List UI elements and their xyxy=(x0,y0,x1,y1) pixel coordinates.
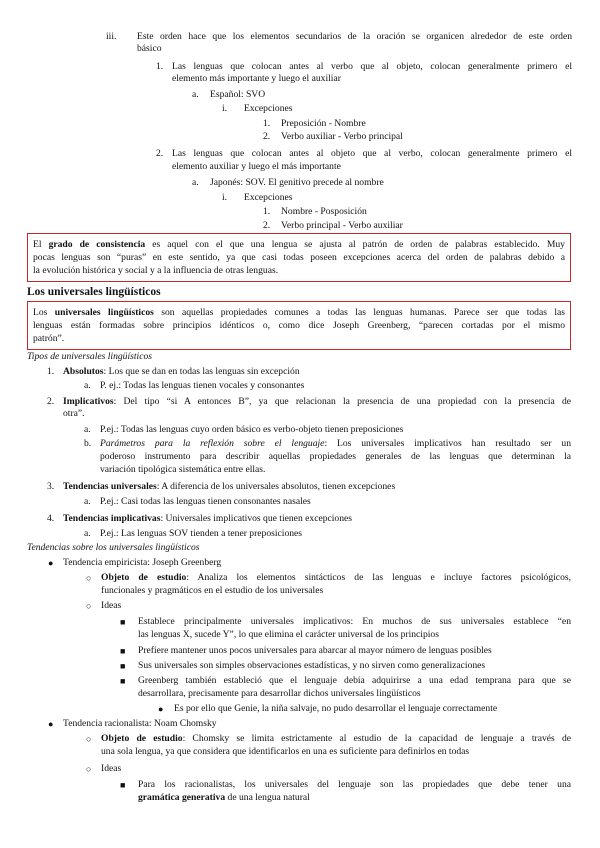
list-item: gramática generativa de una lengua natural xyxy=(138,792,310,803)
bullet-icon: ● xyxy=(48,558,54,568)
list-item: P.ej.: Todas las lenguas cuyo orden básico es verbo-objeto tienen preposiciones xyxy=(100,424,404,435)
list-marker: 1. xyxy=(263,118,271,129)
list-item: Nombre - Posposición xyxy=(281,206,367,217)
bullet-icon: ● xyxy=(48,719,54,729)
paragraph-line: Las lenguas que colocan antes al verbo que al objeto, colocan generalmente primero el xyxy=(172,61,572,72)
list-item: Ideas xyxy=(101,763,122,774)
list-item: Ideas xyxy=(101,600,122,611)
list-item: Excepciones xyxy=(244,103,293,114)
list-item: Es por ello que Genie, la niña salvaje, no pudo desarrollar el lenguaje correctamente xyxy=(174,703,498,714)
list-item: Tendencias implicativas: Universales implicativos que tienen excepciones xyxy=(63,513,353,524)
hollow-bullet-icon: ○ xyxy=(86,573,92,583)
list-item: Sus universales son simples observaciones estadísticas, y no sirven como generalizaciones xyxy=(138,660,486,671)
list-item: Excepciones xyxy=(244,192,293,203)
hollow-bullet-icon: ○ xyxy=(86,734,92,744)
list-marker: b. xyxy=(84,438,92,449)
list-item: Absolutos: Los que se dan en todas las lenguas sin excepción xyxy=(63,366,300,377)
list-item: P. ej.: Todas las lenguas tienen vocales y consonantes xyxy=(100,380,305,391)
paragraph-line: El grado de consistencia es aquel con el que una lengua se ajusta al patrón de orden de palabras establecido. Muy xyxy=(33,239,565,250)
paragraph-line: Los universales lingüísticos son aquellas propiedades comunes a todas las lenguas humanas. Parece ser que todas las xyxy=(33,307,565,318)
list-item: Japonés: SOV. El genitivo precede al nombre xyxy=(210,177,384,188)
list-marker: 4. xyxy=(47,513,55,524)
list-item: Verbo auxiliar - Verbo principal xyxy=(281,131,403,142)
list-marker: 2. xyxy=(263,220,271,231)
paragraph-line: patrón”. xyxy=(33,333,65,344)
list-marker: i. xyxy=(222,192,228,203)
list-marker: 1. xyxy=(47,366,55,377)
list-item: Para los racionalistas, los universales del lenguaje son las propiedades que debe tener una xyxy=(138,779,571,790)
subheading-tendencies: Tendencias sobre los universales lingüísticos xyxy=(27,542,200,553)
paragraph-line: Las lenguas que colocan antes al objeto que al verbo, colocan generalmente primero el xyxy=(172,148,572,159)
list-marker: 1. xyxy=(156,61,164,72)
hollow-bullet-icon: ○ xyxy=(86,601,92,611)
list-marker: 2. xyxy=(263,131,271,142)
list-marker: a. xyxy=(84,380,91,391)
paragraph-line: lenguas están formadas sobre principios idénticos o, como dice Joseph Greenberg, “parecen cortadas por el mismo xyxy=(33,320,565,331)
list-marker: 2. xyxy=(156,148,164,159)
list-item: Prefiere mantener unos pocos universales para abarcar al mayor número de lenguas posibles xyxy=(138,645,492,656)
list-item: poderoso instrumento para describir aquellas propiedades generales de las lenguas que determinan la xyxy=(100,451,571,462)
list-item: Greenberg también estableció que el lenguaje debía adquirirse a una edad temprana para que se xyxy=(138,675,571,686)
paragraph-line: Este orden hace que los elementos secundarios de la oración se organicen alrededor de este orden xyxy=(137,31,572,42)
list-marker: a. xyxy=(84,496,91,507)
section-title: Los universales lingüísticos xyxy=(27,286,161,298)
list-marker: a. xyxy=(84,528,91,539)
list-item: Preposición - Nombre xyxy=(281,118,366,129)
square-bullet-icon: ■ xyxy=(120,646,126,656)
square-bullet-icon: ■ xyxy=(120,661,126,671)
paragraph-line: la evolución histórica y social y a la influencia de otras lenguas. xyxy=(33,265,279,276)
list-item: Verbo principal - Verbo auxiliar xyxy=(281,220,403,231)
paragraph-line: elemento más importante y luego el auxiliar xyxy=(172,73,341,84)
list-item: Español: SVO xyxy=(210,89,266,100)
list-item: Parámetros para la reflexión sobre el lenguaje: Los universales implicativos han resultado ser un xyxy=(100,438,571,449)
square-bullet-icon: ■ xyxy=(120,780,126,790)
list-item: P.ej.: Casi todas las lenguas tienen consonantes nasales xyxy=(100,496,311,507)
paragraph-line: elemento auxiliar y luego el más importante xyxy=(172,161,341,172)
list-item: Tendencia empiricista: Joseph Greenberg xyxy=(63,557,222,568)
list-item: Objeto de estudio: Analiza los elementos sintácticos de las lenguas e incluye factores psicológicos, xyxy=(101,572,571,583)
list-marker: 3. xyxy=(47,481,55,492)
list-item: Objeto de estudio: Chomsky se limita estrictamente al estudio de la capacidad de lenguaje a través de xyxy=(101,733,572,744)
square-bullet-icon: ■ xyxy=(120,676,126,686)
list-item: desarrollara, precisamente para desarrollar dichos universales lingüísticos xyxy=(138,688,421,699)
bullet-icon: ● xyxy=(158,704,164,714)
list-item: las lenguas X, sucede Y”, lo que elimina el carácter universal de los principios xyxy=(138,629,439,640)
list-item: P.ej.: Las lenguas SOV tienden a tener preposiciones xyxy=(100,528,303,539)
subheading-types: Tipos de universales lingüísticos xyxy=(27,351,152,362)
list-item: Establece principalmente universales implicativos: En muchos de sus universales establece “en xyxy=(138,616,571,627)
list-item: Implicativos: Del tipo “si A entonces B”, ya que relacionan la presencia de una propiedad con la presencia de xyxy=(63,396,571,407)
list-marker: 1. xyxy=(263,206,271,217)
list-marker: a. xyxy=(192,177,199,188)
list-item: variación tipológica sistemática entre ellas. xyxy=(100,464,266,475)
hollow-bullet-icon: ○ xyxy=(86,764,92,774)
list-marker: iii. xyxy=(106,31,117,42)
paragraph-line: pocas lenguas son “puras” en este sentido, ya que casi todas poseen excepciones acerca del orden de palabras debido a xyxy=(33,252,565,263)
list-item: Tendencia racionalista: Noam Chomsky xyxy=(63,718,217,729)
list-marker: a. xyxy=(192,89,199,100)
paragraph-line: básico xyxy=(137,43,162,54)
list-marker: i. xyxy=(222,103,228,114)
list-item: otra”. xyxy=(63,408,85,419)
square-bullet-icon: ■ xyxy=(120,617,126,627)
list-marker: a. xyxy=(84,424,91,435)
list-item: funcionales y pragmáticos en el estudio de los universales xyxy=(101,585,324,596)
list-marker: 2. xyxy=(47,396,55,407)
list-item: Tendencias universales: A diferencia de los universales absolutos, tienen excepciones xyxy=(63,481,396,492)
list-item: una sola lengua, ya que considera que identificarlos en una es suficiente para definirlos en todas xyxy=(101,746,470,757)
